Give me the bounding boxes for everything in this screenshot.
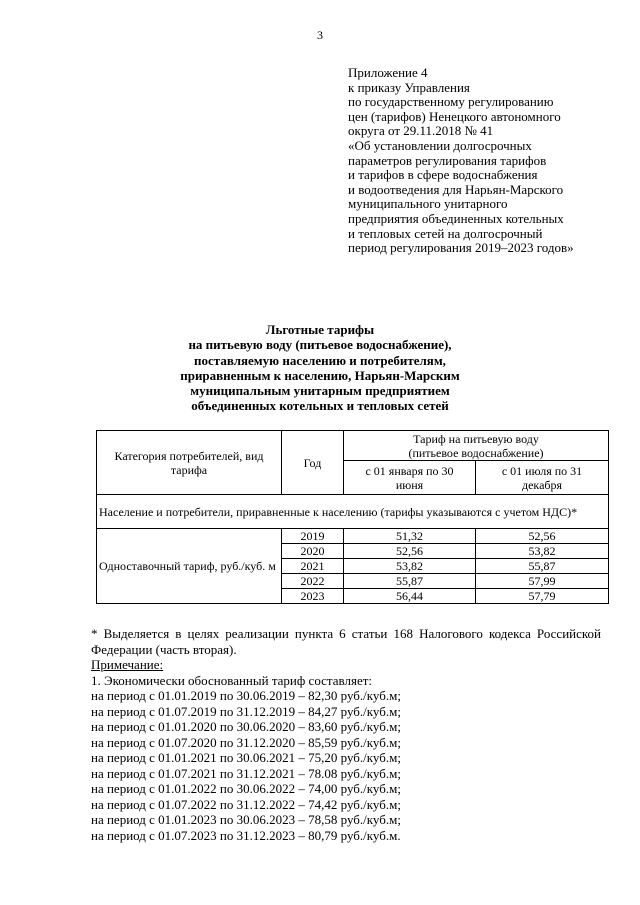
notes-section bbox=[91, 626, 601, 843]
first-half-value: 56,44 bbox=[344, 589, 476, 604]
appendix-line: к приказу Управления bbox=[348, 79, 470, 95]
first-half-value: 53,82 bbox=[344, 559, 476, 574]
appendix-header bbox=[348, 66, 633, 256]
appendix-line: и тепловых сетей на долгосрочный bbox=[348, 225, 543, 241]
group-label: Население и потребители, приравненные к населению (тарифы указываются с учетом НДС)* bbox=[97, 495, 609, 529]
title-line: муниципальным унитарным предприятием bbox=[190, 383, 450, 399]
note-item: на период с 01.01.2022 по 30.06.2022 – 74,00 руб./куб.м; bbox=[91, 781, 401, 796]
document-title bbox=[0, 322, 640, 414]
appendix-line: округа от 29.11.2018 № 41 bbox=[348, 123, 494, 139]
year-cell: 2019 bbox=[282, 529, 344, 544]
note-item: на период с 01.07.2023 по 31.12.2023 – 80,79 руб./куб.м. bbox=[91, 827, 401, 843]
note-item: на период с 01.07.2020 по 31.12.2020 – 85,59 руб./куб.м; bbox=[91, 734, 401, 750]
title-line: на питьевую воду (питьевое водоснабжение), bbox=[188, 337, 452, 353]
header-year: Год bbox=[282, 431, 344, 495]
title-line: поставляемую населению и потребителям, bbox=[194, 352, 446, 368]
note-intro: 1. Экономически обоснованный тариф составляет: bbox=[91, 672, 373, 688]
first-half-value: 55,87 bbox=[344, 574, 476, 589]
note-item: на период с 01.07.2019 по 31.12.2019 – 84,27 руб./куб.м; bbox=[91, 703, 401, 719]
note-heading: Примечание: bbox=[91, 657, 164, 672]
year-cell: 2020 bbox=[282, 544, 344, 559]
second-half-value: 57,79 bbox=[476, 589, 609, 604]
appendix-line: и водоотведения для Нарьян-Марского bbox=[348, 181, 564, 197]
note-item: на период с 01.01.2020 по 30.06.2020 – 83,60 руб./куб.м; bbox=[91, 719, 401, 734]
year-cell: 2022 bbox=[282, 574, 344, 589]
note-item: на период с 01.01.2023 по 30.06.2023 – 78,58 руб./куб.м; bbox=[91, 812, 401, 827]
second-half-value: 55,87 bbox=[476, 559, 609, 574]
appendix-line: и тарифов в сфере водоснабжения bbox=[348, 167, 538, 183]
appendix-line: предприятия объединенных котельных bbox=[348, 210, 564, 226]
header-period-jan-jun: с 01 января по 30 июня bbox=[344, 461, 476, 495]
appendix-line: по государственному регулированию bbox=[348, 94, 554, 110]
footnote: * Выделяется в целях реализации пункта 6 статьи 168 Налогового кодекса Российской Федерации (часть вторая). bbox=[91, 626, 601, 657]
note-item: на период с 01.01.2019 по 30.06.2019 – 82,30 руб./куб.м; bbox=[91, 688, 401, 703]
title-line: объединенных котельных и тепловых сетей bbox=[191, 398, 449, 414]
first-half-value: 52,56 bbox=[344, 544, 476, 559]
note-item: на период с 01.01.2021 по 30.06.2021 – 75,20 руб./куб.м; bbox=[91, 750, 401, 765]
appendix-line: муниципального унитарного bbox=[348, 196, 508, 212]
page-number: 3 bbox=[317, 28, 323, 42]
appendix-line: цен (тарифов) Ненецкого автономного bbox=[348, 108, 561, 124]
appendix-line: период регулирования 2019–2023 годов» bbox=[348, 240, 574, 256]
header-period-jul-dec: с 01 июля по 31 декабря bbox=[476, 461, 609, 495]
header-tariff: Тариф на питьевую воду (питьевое водоснабжение) bbox=[344, 431, 609, 461]
tariff-table bbox=[96, 430, 609, 604]
title-line: приравненным к населению, Нарьян-Марским bbox=[180, 367, 460, 383]
note-item: на период с 01.07.2021 по 31.12.2021 – 78.08 руб./куб.м; bbox=[91, 765, 401, 781]
second-half-value: 57,99 bbox=[476, 574, 609, 589]
second-half-value: 52,56 bbox=[476, 529, 609, 544]
year-cell: 2021 bbox=[282, 559, 344, 574]
tariff-type: Одноставочный тариф, руб./куб. м bbox=[97, 529, 282, 604]
header-category: Категория потребителей, вид тарифа bbox=[97, 431, 282, 495]
appendix-line: параметров регулирования тарифов bbox=[348, 152, 547, 168]
year-cell: 2023 bbox=[282, 589, 344, 604]
first-half-value: 51,32 bbox=[344, 529, 476, 544]
appendix-line: Приложение 4 bbox=[348, 65, 428, 80]
title-line: Льготные тарифы bbox=[265, 322, 375, 337]
appendix-line: «Об установлении долгосрочных bbox=[348, 137, 532, 153]
note-item: на период с 01.07.2022 по 31.12.2022 – 74,42 руб./куб.м; bbox=[91, 796, 401, 812]
second-half-value: 53,82 bbox=[476, 544, 609, 559]
